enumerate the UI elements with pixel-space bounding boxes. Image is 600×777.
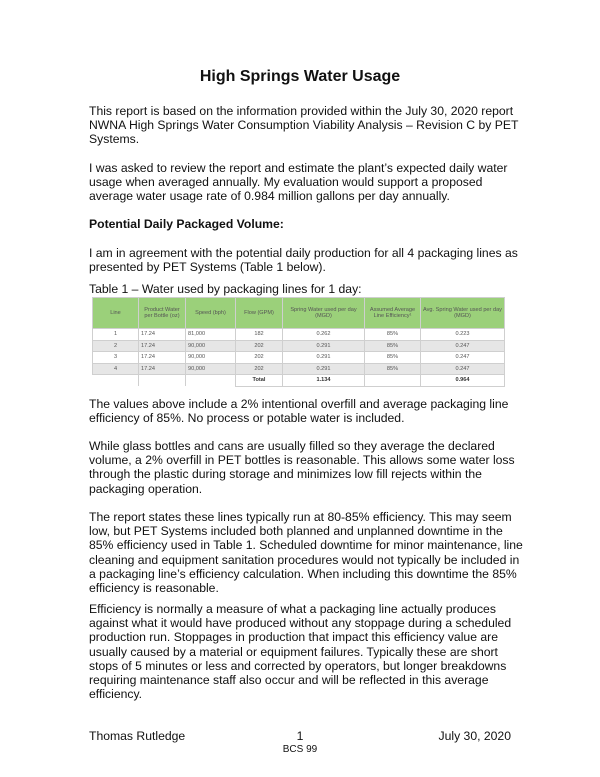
table-cell: 17.24 bbox=[139, 363, 186, 375]
table-cell: 3 bbox=[93, 352, 139, 364]
table-caption: Table 1 – Water used by packaging lines for 1 day: bbox=[89, 282, 362, 296]
table-cell: 0.247 bbox=[421, 340, 505, 352]
table-cell: 85% bbox=[365, 329, 421, 341]
table-cell: 202 bbox=[236, 352, 283, 364]
header-cell: Avg. Spring Water used per day (MGD) bbox=[421, 298, 505, 329]
table-row bbox=[93, 363, 505, 375]
table-cell: 17.24 bbox=[139, 329, 186, 341]
table-row bbox=[93, 329, 505, 341]
table-cell: 85% bbox=[365, 352, 421, 364]
table-cell: 0.291 bbox=[283, 352, 365, 364]
header-cell: Assumed Average Line Efficiency¹ bbox=[365, 298, 421, 329]
intro-paragraph: This report is based on the information provided within the July 30, 2020 report NWNA High Springs Water Consumption Viability Analysis – Revision C by PET Systems. bbox=[89, 104, 519, 147]
table-cell: 182 bbox=[236, 329, 283, 341]
total-label: Total bbox=[236, 375, 283, 387]
table-cell: 0.262 bbox=[283, 329, 365, 341]
table-cell: 0.247 bbox=[421, 363, 505, 375]
table-cell: 90,000 bbox=[186, 340, 236, 352]
header-cell: Product Water per Bottle (oz) bbox=[139, 298, 186, 329]
table-cell: 85% bbox=[365, 340, 421, 352]
table-cell: 0.247 bbox=[421, 352, 505, 364]
table-cell: 4 bbox=[93, 363, 139, 375]
total-spring-water: 1.134 bbox=[283, 375, 365, 387]
header-cell: Spring Water used per day (MGD) bbox=[283, 298, 365, 329]
total-avg-spring-water: 0.964 bbox=[421, 375, 505, 387]
table-cell: 90,000 bbox=[186, 363, 236, 375]
table-cell: 0.223 bbox=[421, 329, 505, 341]
table-cell: 0.291 bbox=[283, 363, 365, 375]
glass-paragraph: While glass bottles and cans are usually filled so they average the declared volume, a 2% overfill in PET bottles is reasonable. This allows some water loss through the plastic during storage and minimizes low fill rejects within the packaging operation. bbox=[89, 439, 515, 496]
table-cell: 17.24 bbox=[139, 352, 186, 364]
table-cell: 17.24 bbox=[139, 340, 186, 352]
table-row bbox=[93, 352, 505, 364]
header-cell: Line bbox=[93, 298, 139, 329]
footer-date: July 30, 2020 bbox=[438, 729, 511, 743]
agreement-paragraph: I am in agreement with the potential daily production for all 4 packaging lines as presented by PET Systems (Table 1 below). bbox=[89, 246, 518, 275]
bates-stamp: BCS 99 bbox=[282, 744, 318, 755]
section-heading: Potential Daily Packaged Volume: bbox=[89, 217, 284, 231]
page-title: High Springs Water Usage bbox=[199, 68, 401, 85]
table-row bbox=[93, 340, 505, 352]
table-cell: 1 bbox=[93, 329, 139, 341]
review-paragraph: I was asked to review the report and estimate the plant’s expected daily water usage when averaged annually. My evaluation would support a proposed average water usage rate of 0.984 million gallons per day annually. bbox=[89, 161, 508, 204]
footer-author: Thomas Rutledge bbox=[89, 729, 186, 743]
table-cell: 81,000 bbox=[186, 329, 236, 341]
header-cell: Flow (GPM) bbox=[236, 298, 283, 329]
table-header-row bbox=[93, 298, 505, 329]
table-cell: 202 bbox=[236, 340, 283, 352]
header-cell: Speed (bph) bbox=[186, 298, 236, 329]
table-cell: 2 bbox=[93, 340, 139, 352]
overfill-paragraph: The values above include a 2% intentional overfill and average packaging line efficiency of 85%. No process or potable water is included. bbox=[89, 397, 509, 426]
table-total-row bbox=[93, 375, 505, 387]
table-cell: 0.291 bbox=[283, 340, 365, 352]
table-cell: 85% bbox=[365, 363, 421, 375]
water-usage-table-container bbox=[92, 297, 504, 390]
efficiency-paragraph: The report states these lines typically run at 80-85% efficiency. This may seem low, but PET Systems included both planned and unplanned downtime in the 85% efficiency used in Table 1. Scheduled downtime for minor maintenance, line cleaning and equipment sanitation procedures would not typically be included in a packaging line’s efficiency calculation. When including this downtime the 85% efficiency is reasonable. bbox=[89, 510, 523, 596]
footer-page-number: 1 bbox=[296, 729, 304, 743]
water-usage-table bbox=[92, 297, 505, 387]
table-cell: 202 bbox=[236, 363, 283, 375]
measure-paragraph: Efficiency is normally a measure of what a packaging line actually produces against what it would have produced without any stoppage during a scheduled production run. Stoppages in production that impact this efficiency value are usually caused by a material or equipment failures. Typically these are short stops of 5 minutes or less and corrected by operators, but longer breakdowns requiring maintenance staff also occur and will be reflected in this average efficiency. bbox=[89, 602, 512, 702]
table-cell: 90,000 bbox=[186, 352, 236, 364]
